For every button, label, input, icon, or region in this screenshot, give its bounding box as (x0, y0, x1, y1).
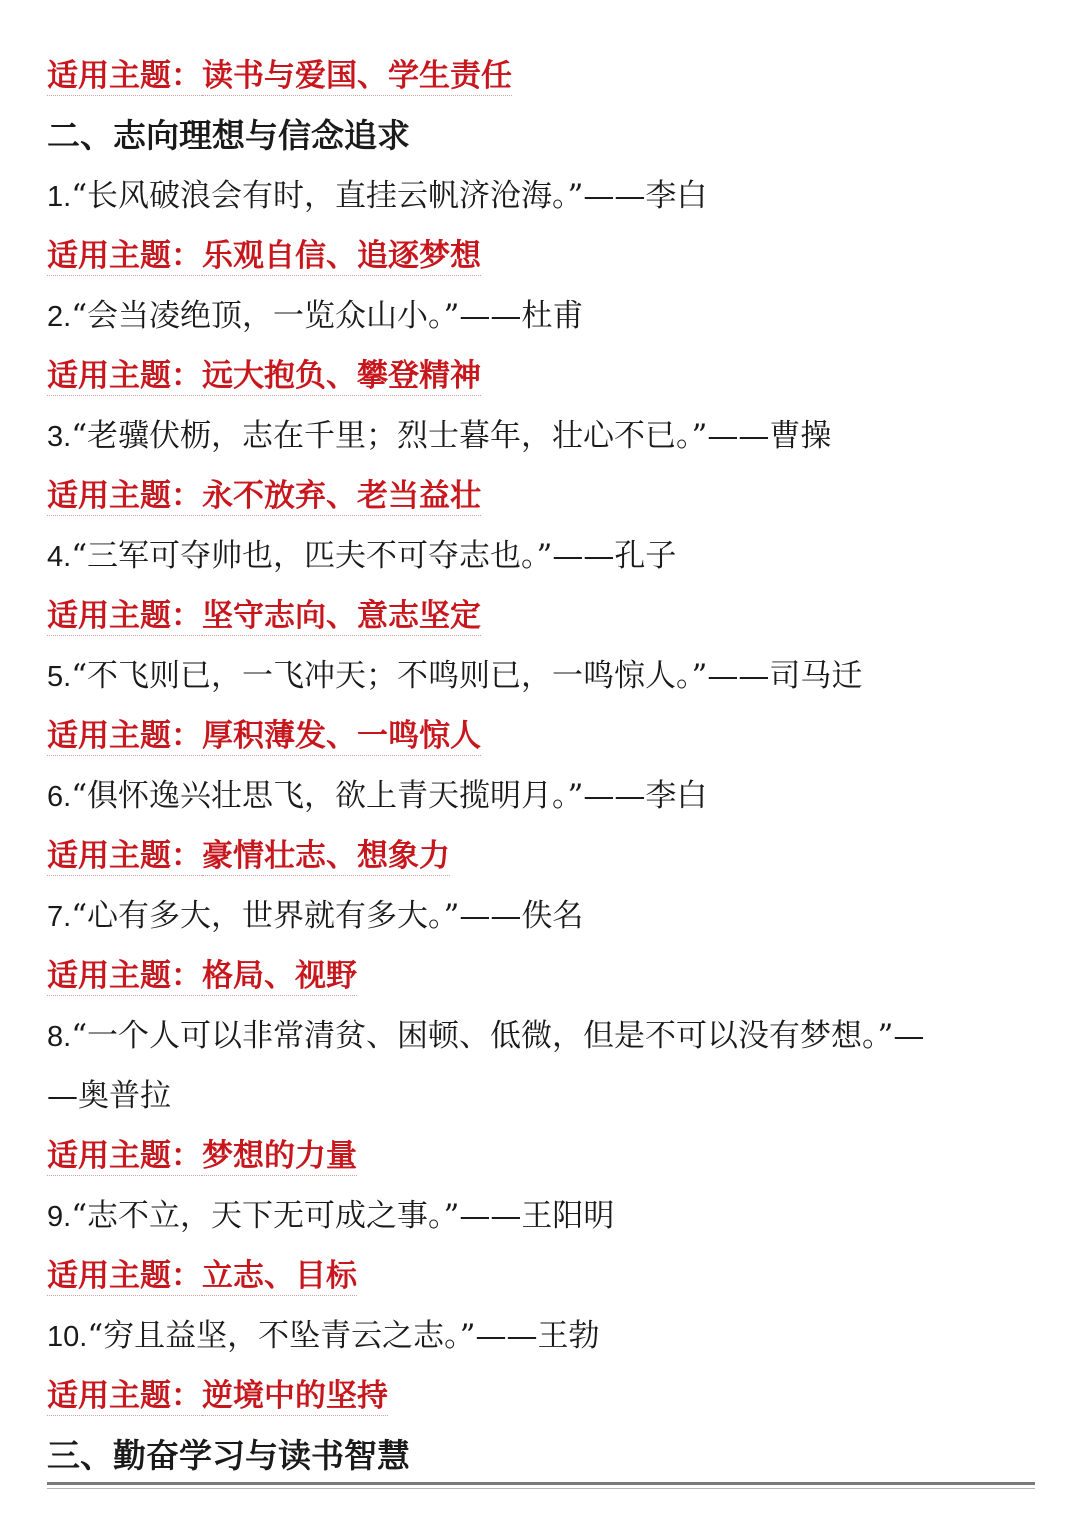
theme-value: 梦想的力量 (202, 1138, 357, 1174)
theme-label: 适用主题： (47, 1378, 202, 1414)
section-heading: 二、志向理想与信念追求 (47, 116, 410, 155)
quote-line (47, 526, 1037, 586)
theme-value: 逆境中的坚持 (202, 1378, 388, 1414)
quote-line (47, 1306, 1037, 1366)
page-divider (47, 1482, 1035, 1485)
theme-label: 适用主题： (47, 838, 202, 874)
item-number: 9. (47, 1201, 72, 1233)
quote-line (47, 646, 1037, 706)
page-divider-thin (47, 1488, 1035, 1489)
theme-label: 适用主题： (47, 1138, 202, 1174)
quote-continuation: —奥普拉 (47, 1078, 171, 1114)
quote-line (47, 166, 1037, 226)
quote-text: “心有多大，世界就有多大。”——佚名 (71, 898, 584, 934)
theme-line (47, 466, 1037, 526)
quote-text: “一个人可以非常清贫、困顿、低微，但是不可以没有梦想。”— (71, 1018, 925, 1054)
theme-value: 远大抱负、攀登精神 (202, 358, 481, 394)
theme-line (47, 346, 1037, 406)
theme-value: 豪情壮志、想象力 (202, 838, 450, 874)
theme-label: 适用主题： (47, 958, 202, 994)
theme-value: 立志、目标 (202, 1258, 357, 1294)
theme-line (47, 226, 1037, 286)
theme-line (47, 46, 1037, 106)
theme-label: 适用主题： (47, 1258, 202, 1294)
quote-line (47, 1186, 1037, 1246)
section-heading: 三、勤奋学习与读书智慧 (47, 1436, 410, 1475)
quote-line (47, 766, 1037, 826)
theme-line (47, 946, 1037, 1006)
item-number: 5. (47, 661, 72, 693)
item-number: 4. (47, 541, 72, 573)
theme-value: 读书与爱国、学生责任 (202, 58, 512, 94)
quote-text: “俱怀逸兴壮思飞，欲上青天揽明月。”——李白 (71, 778, 708, 814)
theme-line (47, 1246, 1037, 1306)
theme-value: 格局、视野 (202, 958, 357, 994)
theme-label: 适用主题： (47, 718, 202, 754)
theme-value: 乐观自信、追逐梦想 (202, 238, 481, 274)
quote-line (47, 1006, 1037, 1066)
theme-value: 厚积薄发、一鸣惊人 (202, 718, 481, 754)
item-number: 7. (47, 901, 72, 933)
item-number: 10. (47, 1321, 88, 1353)
quote-text: “会当凌绝顶，一览众山小。”——杜甫 (71, 298, 584, 334)
quote-line (47, 286, 1037, 346)
quote-text: “长风破浪会有时，直挂云帆济沧海。”——李白 (71, 178, 708, 214)
theme-line (47, 1366, 1037, 1426)
document-page (47, 46, 1037, 1486)
theme-line (47, 706, 1037, 766)
theme-line (47, 826, 1037, 886)
theme-label: 适用主题： (47, 598, 202, 634)
quote-text: “志不立，天下无可成之事。”——王阳明 (71, 1198, 615, 1234)
theme-label: 适用主题： (47, 478, 202, 514)
quote-line (47, 406, 1037, 466)
quote-text: “穷且益坚，不坠青云之志。”——王勃 (87, 1318, 600, 1354)
item-number: 2. (47, 301, 72, 333)
quote-text: “不飞则已，一飞冲天；不鸣则已，一鸣惊人。”——司马迁 (71, 658, 863, 694)
theme-value: 永不放弃、老当益壮 (202, 478, 481, 514)
theme-label: 适用主题： (47, 238, 202, 274)
theme-label: 适用主题： (47, 358, 202, 394)
item-number: 3. (47, 421, 72, 453)
theme-line (47, 586, 1037, 646)
theme-line (47, 1126, 1037, 1186)
quote-text: “三军可夺帅也，匹夫不可夺志也。”——孔子 (71, 538, 677, 574)
item-number: 6. (47, 781, 72, 813)
item-number: 8. (47, 1021, 72, 1053)
quote-line (47, 886, 1037, 946)
item-number: 1. (47, 181, 72, 213)
quote-text: “老骥伏枥，志在千里；烈士暮年，壮心不已。”——曹操 (71, 418, 832, 454)
theme-label: 适用主题： (47, 58, 202, 94)
theme-value: 坚守志向、意志坚定 (202, 598, 481, 634)
